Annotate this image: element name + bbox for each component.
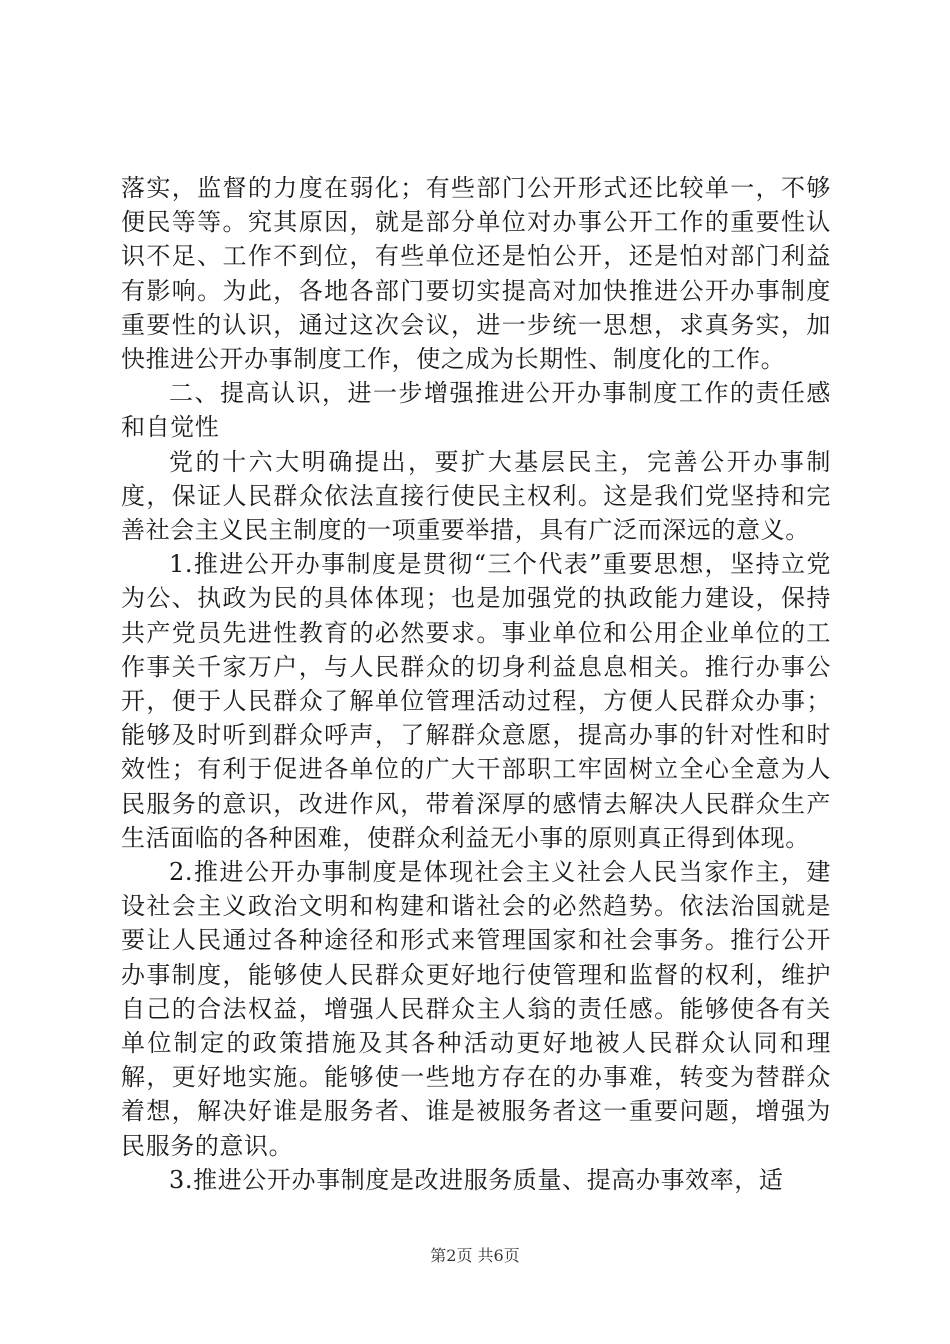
document-body xyxy=(121,171,831,1197)
paragraph-point-3: 3.推进公开办事制度是改进服务质量、提高办事效率，适 xyxy=(169,1165,784,1194)
paragraph-continuation: 落实，监督的力度在弱化；有些部门公开形式还比较单一，不够便民等等。究其原因，就是部分单位对办事公开工作的重要性认识不足、工作不到位，有些单位还是怕公开，还是怕对部门利益有影响。为此，各地各部门要切实提高对加快推进公开办事制度重要性的认识，通过这次会议，进一步统一思想，求真务实，加快推进公开办事制度工作，使之成为长期性、制度化的工作。 xyxy=(121,174,831,374)
paragraph-point-2: 2.推进公开办事制度是体现社会主义社会人民当家作主，建设社会主义政治文明和构建和谐社会的必然趋势。依法治国就是要让人民通过各种途径和形式来管理国家和社会事务。推行公开办事制度，能够使人民群众更好地行使管理和监督的权利，维护自己的合法权益，增强人民群众主人翁的责任感。能够使各有关单位制定的政策措施及其各种活动更好地被人民群众认同和理解，更好地实施。能够使一些地方存在的办事难，转变为替群众着想，解决好谁是服务者、谁是被服务者这一重要问题，增强为民服务的意识。 xyxy=(121,858,831,1160)
paragraph-intro: 党的十六大明确提出，要扩大基层民主，完善公开办事制度，保证人民群众依法直接行使民主权利。这是我们党坚持和完善社会主义民主制度的一项重要举措，具有广泛而深远的意义。 xyxy=(121,447,831,545)
page-footer: 第2页 共6页 xyxy=(430,1246,520,1265)
paragraph-point-1: 1.推进公开办事制度是贯彻“三个代表”重要思想，坚持立党为公、执政为民的具体体现；也是加强党的执政能力建设，保持共产党员先进性教育的必然要求。事业单位和公用企业单位的工作事关千家万户，与人民群众的切身利益息息相关。推行办事公开，便于人民群众了解单位管理活动过程，方便人民群众办事；能够及时听到群众呼声，了解群众意愿，提高办事的针对性和时效性；有利于促进各单位的广大干部职工牢固树立全心全意为人民服务的意识，改进作风，带着深厚的感情去解决人民群众生产生活面临的各种困难，使群众利益无小事的原则真正得到体现。 xyxy=(121,550,831,852)
section-heading: 二、提高认识，进一步增强推进公开办事制度工作的责任感和自觉性 xyxy=(121,379,831,442)
